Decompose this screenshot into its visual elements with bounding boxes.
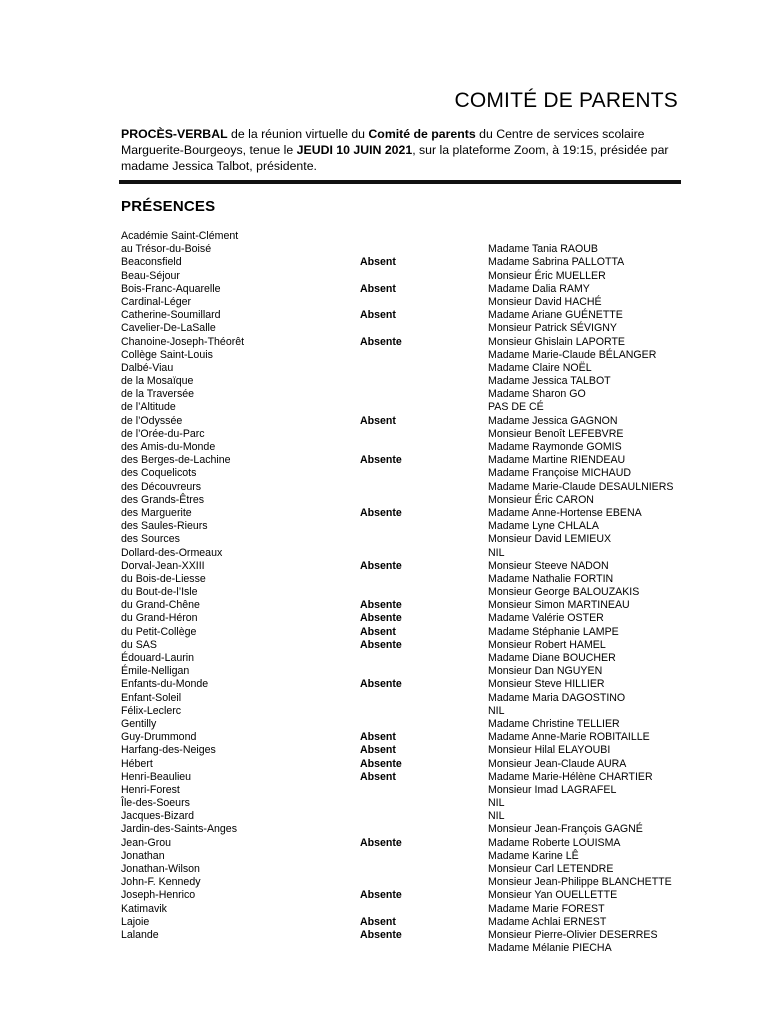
member-name: Monsieur Imad LAGRAFEL — [488, 783, 617, 796]
presence-row — [0, 441, 770, 454]
school-name: Katimavik — [121, 902, 167, 915]
presence-row — [0, 889, 770, 902]
presence-row — [0, 270, 770, 283]
school-name: Beau-Séjour — [121, 269, 180, 282]
presence-row — [0, 560, 770, 573]
school-name: de l’Altitude — [121, 401, 176, 414]
school-name: des Grands-Êtres — [121, 493, 205, 506]
school-name: des Marguerite — [121, 506, 192, 519]
member-name: Monsieur Pierre-Olivier DESERRES — [488, 928, 658, 941]
member-name: Madame Dalia RAMY — [488, 282, 590, 295]
school-name: John-F. Kennedy — [121, 876, 201, 889]
member-name: Monsieur Robert HAMEL — [488, 638, 606, 651]
member-name: Madame Nathalie FORTIN — [488, 572, 614, 585]
intro-text-1: de la réunion virtuelle du — [227, 127, 369, 141]
member-name: Madame Christine TELLIER — [488, 717, 620, 730]
attendance-status: Absente — [360, 889, 402, 902]
member-name: Madame Marie-Hélène CHARTIER — [488, 770, 653, 783]
school-name: Guy-Drummond — [121, 731, 197, 744]
member-name: NIL — [488, 704, 505, 717]
member-name: Madame Martine RIENDEAU — [488, 454, 626, 467]
member-name: Monsieur Ghislain LAPORTE — [488, 335, 625, 348]
presence-row — [0, 547, 770, 560]
attendance-status: Absente — [360, 454, 402, 467]
attendance-status: Absent — [360, 282, 396, 295]
presence-row — [0, 903, 770, 916]
school-name: Beaconsfield — [121, 256, 182, 269]
attendance-status: Absente — [360, 335, 402, 348]
member-name: Madame Sabrina PALLOTTA — [488, 256, 625, 269]
attendance-status: Absent — [360, 744, 396, 757]
presence-row — [0, 494, 770, 507]
school-name: Lalande — [121, 928, 159, 941]
school-name: Jonathan — [121, 849, 165, 862]
member-name: Madame Stéphanie LAMPE — [488, 625, 619, 638]
member-name: Monsieur Éric CARON — [488, 493, 594, 506]
presence-row — [0, 401, 770, 414]
attendance-status: Absente — [360, 928, 402, 941]
member-name: NIL — [488, 810, 505, 823]
presence-row — [0, 731, 770, 744]
presence-row — [0, 665, 770, 678]
school-name: Bois-Franc-Aquarelle — [121, 282, 221, 295]
presence-row — [0, 230, 770, 243]
school-name: Joseph-Henrico — [121, 889, 196, 902]
presence-row — [0, 533, 770, 546]
presence-row — [0, 599, 770, 612]
school-name: Collège Saint-Louis — [121, 348, 213, 361]
member-name: Madame Claire NOËL — [488, 361, 592, 374]
presence-row — [0, 520, 770, 533]
school-name: Cardinal-Léger — [121, 295, 192, 308]
attendance-status: Absente — [360, 612, 402, 625]
member-name: Madame Raymonde GOMIS — [488, 441, 622, 453]
presence-row — [0, 573, 770, 586]
school-name: de la Mosaïque — [121, 375, 194, 388]
attendance-status: Absent — [360, 309, 396, 322]
school-name: Félix-Leclerc — [121, 704, 182, 717]
school-name: Lajoie — [121, 915, 150, 928]
member-name: Monsieur Yan OUELLETTE — [488, 889, 618, 902]
member-name: Monsieur Éric MUELLER — [488, 269, 606, 282]
attendance-status: Absente — [360, 506, 402, 519]
attendance-status: Absent — [360, 414, 396, 427]
presence-row — [0, 942, 770, 955]
attendance-status: Absente — [360, 559, 402, 572]
school-name: des Découvreurs — [121, 480, 202, 493]
intro-bold-date: JEUDI 10 JUIN 2021 — [296, 143, 413, 157]
presence-row — [0, 467, 770, 480]
presence-row — [0, 375, 770, 388]
presence-row — [0, 415, 770, 428]
presence-row — [0, 705, 770, 718]
school-name: Édouard-Laurin — [121, 652, 195, 664]
attendance-status: Absent — [360, 256, 396, 269]
presence-row — [0, 428, 770, 441]
member-name: Madame Lyne CHLALA — [488, 520, 599, 533]
presence-row — [0, 639, 770, 652]
presence-row — [0, 507, 770, 520]
school-name: de l’Odyssée — [121, 414, 183, 427]
attendance-status: Absent — [360, 770, 396, 783]
school-name: du Grand-Héron — [121, 612, 198, 625]
presence-row — [0, 863, 770, 876]
member-name: Monsieur Benoît LEFEBVRE — [488, 427, 624, 440]
attendance-status: Absente — [360, 599, 402, 612]
member-name: Madame Anne-Marie ROBITAILLE — [488, 731, 650, 744]
member-name: Monsieur Steve HILLIER — [488, 678, 605, 691]
member-name: Monsieur Carl LETENDRE — [488, 863, 614, 875]
presence-row — [0, 362, 770, 375]
member-name: Madame Karine LÊ — [488, 849, 579, 862]
school-name: des Sources — [121, 533, 180, 546]
presence-row — [0, 454, 770, 467]
member-name: Madame Valérie OSTER — [488, 612, 604, 625]
section-heading: PRÉSENCES — [121, 198, 216, 215]
school-name: Henri-Forest — [121, 783, 180, 796]
school-name: Émile-Nelligan — [121, 665, 190, 678]
school-name: Dorval-Jean-XXIII — [121, 559, 205, 572]
presence-row — [0, 929, 770, 942]
member-name: Monsieur Steeve NADON — [488, 559, 609, 572]
school-name: Enfants-du-Monde — [121, 678, 209, 691]
presence-row — [0, 322, 770, 335]
member-name: Monsieur David HACHÉ — [488, 295, 602, 308]
presence-row — [0, 876, 770, 889]
school-name: du Petit-Collège — [121, 625, 197, 638]
attendance-status: Absente — [360, 836, 402, 849]
school-name: du Grand-Chêne — [121, 599, 200, 612]
presence-row — [0, 388, 770, 401]
member-name: Madame Maria DAGOSTINO — [488, 691, 626, 704]
school-name: du Bout-de-l’Isle — [121, 586, 198, 599]
member-name: Madame Marie-Claude DESAULNIERS — [488, 480, 674, 493]
school-name: Dalbé-Viau — [121, 361, 174, 374]
presence-row — [0, 850, 770, 863]
presence-row — [0, 336, 770, 349]
presence-row — [0, 481, 770, 494]
presence-row — [0, 586, 770, 599]
intro-bold-comite: Comité de parents — [368, 127, 476, 141]
presence-row — [0, 243, 770, 256]
member-name: Monsieur Patrick SÉVIGNY — [488, 322, 617, 335]
school-name: Jacques-Bizard — [121, 810, 195, 823]
member-name: Monsieur Jean-Claude AURA — [488, 757, 627, 770]
member-name: Madame Tania RAOUB — [488, 243, 598, 256]
school-name: Hébert — [121, 757, 153, 770]
presences-list — [0, 230, 770, 955]
presence-row — [0, 296, 770, 309]
school-name: du Bois-de-Liesse — [121, 572, 206, 585]
attendance-status: Absent — [360, 625, 396, 638]
presence-row — [0, 692, 770, 705]
presence-row — [0, 744, 770, 757]
horizontal-rule — [119, 180, 681, 184]
member-name: Monsieur Simon MARTINEAU — [488, 599, 630, 612]
school-name: de l’Orée-du-Parc — [121, 427, 205, 440]
member-name: NIL — [488, 546, 505, 559]
member-name: Monsieur Hilal ELAYOUBI — [488, 744, 611, 757]
member-name: Monsieur Dan NGUYEN — [488, 665, 603, 678]
intro-text-2: du Centre de services scolaire Marguerite-Bourgeoys, tenue le — [121, 127, 645, 157]
school-name: du SAS — [121, 638, 157, 651]
member-name: Monsieur David LEMIEUX — [488, 533, 612, 546]
presence-row — [0, 309, 770, 322]
attendance-status: Absent — [360, 915, 396, 928]
member-name: Madame Sharon GO — [488, 388, 586, 401]
presence-row — [0, 652, 770, 665]
presence-row — [0, 797, 770, 810]
school-name: des Amis-du-Monde — [121, 441, 216, 453]
member-name: Madame Marie-Claude BÉLANGER — [488, 348, 657, 361]
page-title: COMITÉ DE PARENTS — [454, 89, 678, 112]
attendance-status: Absente — [360, 757, 402, 770]
member-name: NIL — [488, 797, 505, 810]
presence-row — [0, 283, 770, 296]
school-name: Jonathan-Wilson — [121, 863, 200, 875]
member-name: Madame Mélanie PIECHA — [488, 942, 612, 955]
school-name: des Coquelicots — [121, 467, 197, 480]
attendance-status: Absente — [360, 678, 402, 691]
presence-row — [0, 784, 770, 797]
intro-bold-proces-verbal: PROCÈS-VERBAL — [121, 127, 228, 141]
member-name: Monsieur Jean-Philippe BLANCHETTE — [488, 876, 672, 889]
presence-row — [0, 612, 770, 625]
school-name: Henri-Beaulieu — [121, 770, 192, 783]
presence-row — [0, 771, 770, 784]
school-name: Académie Saint-Clément — [121, 230, 239, 242]
presence-row — [0, 626, 770, 639]
school-name: au Trésor-du-Boisé — [121, 243, 212, 256]
school-name: Jardin-des-Saints-Anges — [121, 823, 237, 836]
member-name: Madame Françoise MICHAUD — [488, 467, 632, 480]
school-name: Enfant-Soleil — [121, 691, 182, 704]
presence-row — [0, 823, 770, 836]
member-name: Madame Achlai ERNEST — [488, 915, 607, 928]
presence-row — [0, 718, 770, 731]
presence-row — [0, 837, 770, 850]
member-name: Madame Diane BOUCHER — [488, 652, 616, 664]
school-name: Cavelier-De-LaSalle — [121, 322, 216, 335]
school-name: des Saules-Rieurs — [121, 520, 208, 533]
intro-text-3: , sur la plateforme Zoom, à 19:15, présidée par madame Jessica Talbot, présidente. — [121, 143, 669, 173]
member-name: Madame Anne-Hortense EBENA — [488, 506, 642, 519]
school-name: Chanoine-Joseph-Théorêt — [121, 335, 245, 348]
attendance-status: Absent — [360, 731, 396, 744]
school-name: Catherine-Soumillard — [121, 309, 221, 322]
member-name: Madame Jessica TALBOT — [488, 375, 611, 388]
member-name: Madame Marie FOREST — [488, 902, 605, 915]
member-name: PAS DE CÉ — [488, 401, 544, 414]
presence-row — [0, 349, 770, 362]
member-name: Madame Roberte LOUISMA — [488, 836, 621, 849]
presence-row — [0, 256, 770, 269]
school-name: de la Traversée — [121, 388, 195, 401]
member-name: Monsieur Jean-François GAGNÉ — [488, 823, 643, 836]
presence-row — [0, 678, 770, 691]
presence-row — [0, 810, 770, 823]
intro-paragraph — [121, 126, 686, 174]
presence-row — [0, 916, 770, 929]
member-name: Monsieur George BALOUZAKIS — [488, 586, 640, 599]
school-name: Jean-Grou — [121, 836, 172, 849]
school-name: des Berges-de-Lachine — [121, 454, 231, 467]
presence-row — [0, 758, 770, 771]
school-name: Dollard-des-Ormeaux — [121, 546, 223, 559]
school-name: Gentilly — [121, 717, 157, 730]
school-name: Île-des-Soeurs — [121, 797, 190, 810]
member-name: Madame Jessica GAGNON — [488, 414, 618, 427]
attendance-status: Absente — [360, 638, 402, 651]
school-name: Harfang-des-Neiges — [121, 744, 216, 757]
member-name: Madame Ariane GUÉNETTE — [488, 309, 623, 322]
